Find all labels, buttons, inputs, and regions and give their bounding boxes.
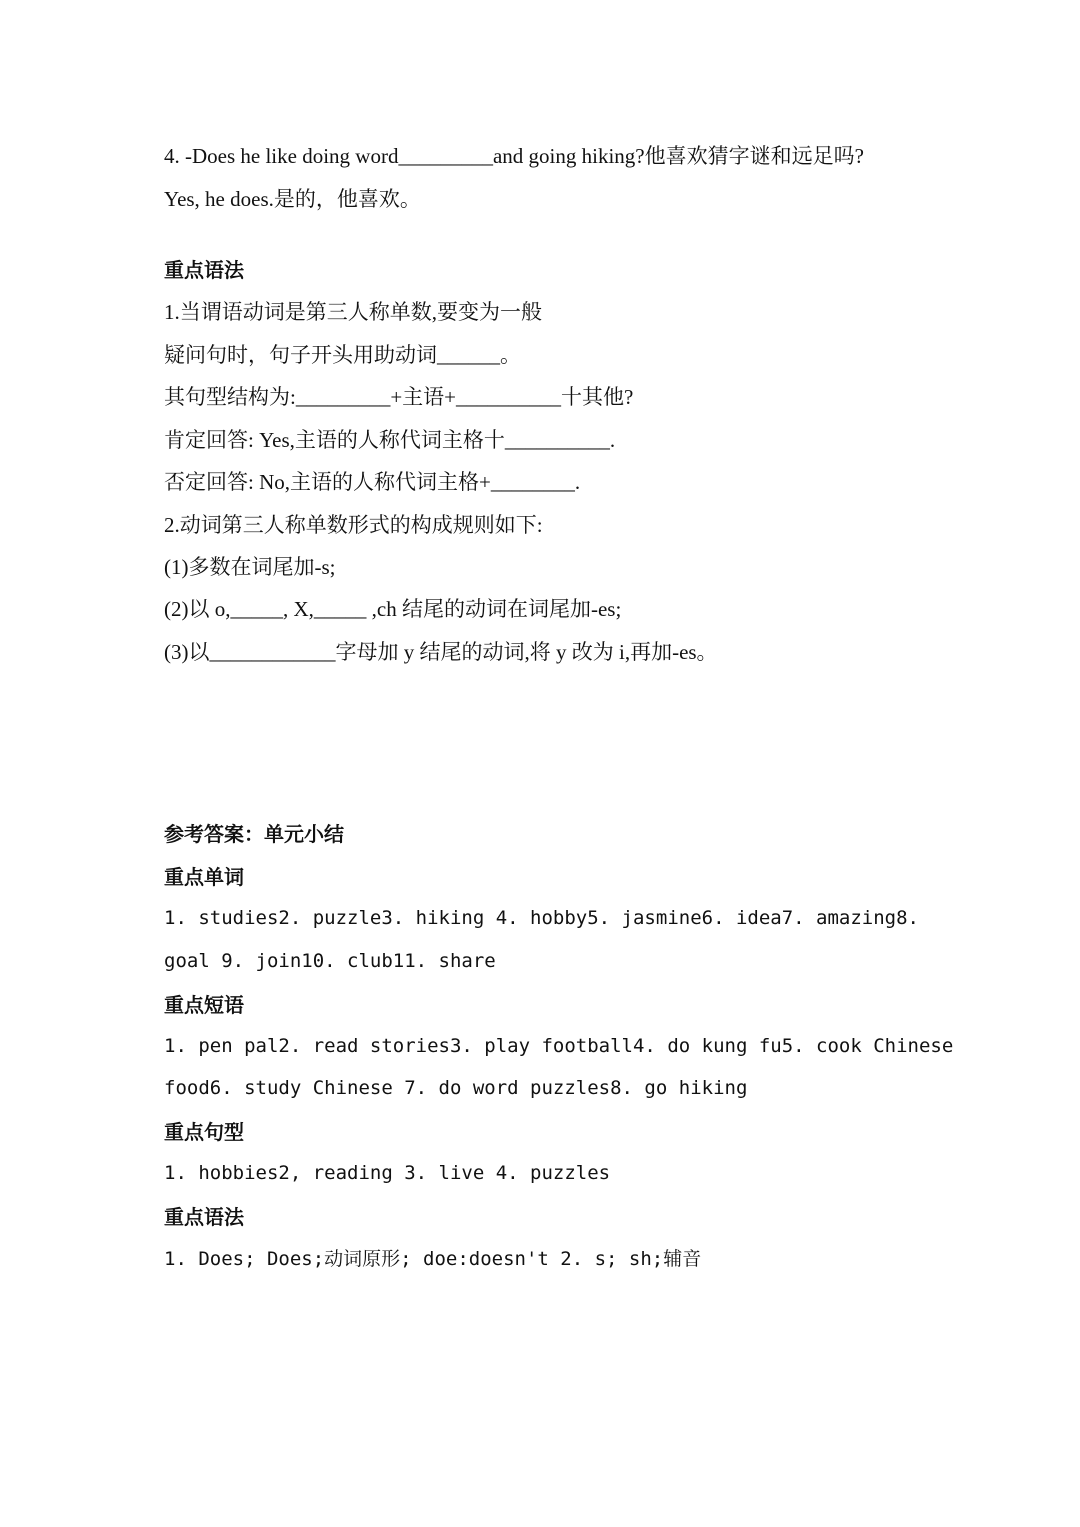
answers-sentences-line: 1. hobbies2, reading 3. live 4. puzzles (164, 1162, 611, 1184)
exercise-q4-line2: Yes, he does.是的，他喜欢。 (164, 187, 421, 211)
answers-words-line: goal 9. join10. club11. share (164, 950, 496, 972)
answers-words-heading: 重点单词 (164, 865, 244, 889)
answers-grammar-line: 1. Does; Does;动词原形; doe:doesn't 2. s; sh;辅音 (164, 1248, 702, 1270)
grammar-line: 肯定回答: Yes,主语的人称代词主格十__________. (164, 428, 616, 452)
grammar-line: 否定回答: No,主语的人称代词主格+________. (164, 470, 581, 494)
grammar-line: 其句型结构为:_________+主语+__________十其他? (164, 385, 634, 409)
exercise-q4-line1: 4. -Does he like doing word_________and going hiking?他喜欢猜字谜和远足吗? (164, 144, 864, 168)
grammar-line: (2)以 o,_____, X,_____ ,ch 结尾的动词在词尾加-es; (164, 597, 622, 621)
answers-phrases-line: food6. study Chinese 7. do word puzzles8. go hiking (164, 1077, 748, 1099)
answers-words-line: 1. studies2. puzzle3. hiking 4. hobby5. jasmine6. idea7. amazing8. (164, 907, 919, 929)
grammar-line: (1)多数在词尾加-s; (164, 555, 336, 579)
grammar-line: 疑问句时，句子开头用助动词______。 (164, 343, 521, 367)
grammar-line: 1.当谓语动词是第三人称单数,要变为一般 (164, 300, 542, 324)
grammar-heading: 重点语法 (164, 258, 244, 282)
grammar-line: (3)以____________字母加 y 结尾的动词,将 y 改为 i,再加-es。 (164, 640, 718, 664)
answers-grammar-heading: 重点语法 (164, 1205, 244, 1229)
answers-phrases-heading: 重点短语 (164, 993, 244, 1017)
answers-phrases-line: 1. pen pal2. read stories3. play football4. do kung fu5. cook Chinese (164, 1035, 954, 1057)
answers-title: 参考答案：单元小结 (164, 822, 344, 846)
grammar-line: 2.动词第三人称单数形式的构成规则如下: (164, 513, 543, 537)
answers-sentences-heading: 重点句型 (164, 1120, 244, 1144)
